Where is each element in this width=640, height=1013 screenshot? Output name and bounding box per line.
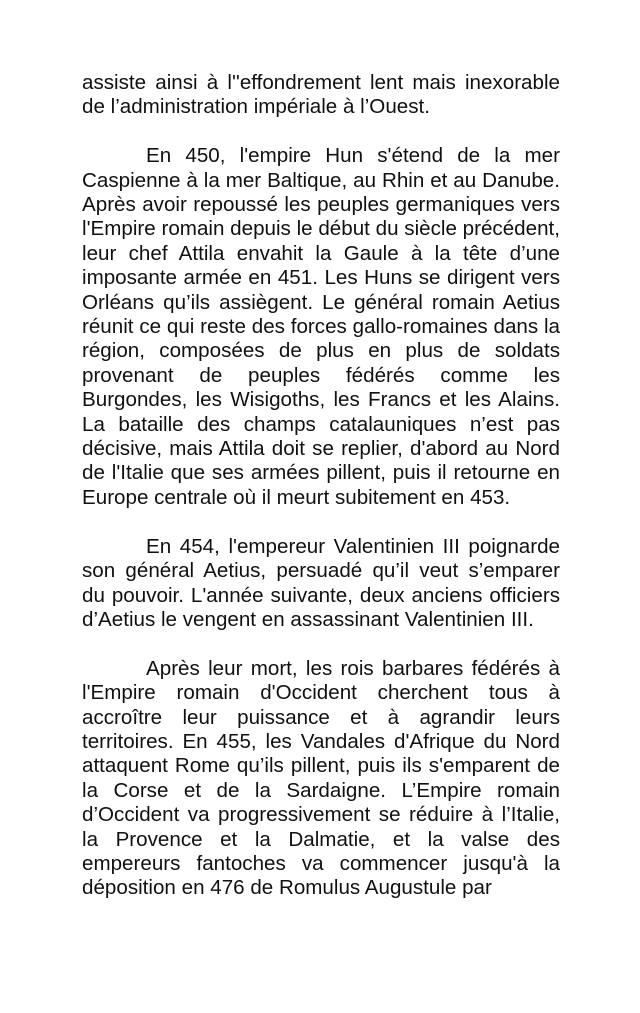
paragraph-1: assiste ainsi à l''effondrement lent mais inexorable de l’administration impériale à l’Ouest. [82, 71, 560, 119]
paragraph-2: En 450, l'empire Hun s'étend de la mer Caspienne à la mer Baltique, au Rhin et au Danube. Après avoir repoussé les peuples germaniques vers l'Empire romain depuis le début du siècle précédent, leur chef Attila envahit la Gaule à la tête d’une imposante armée en 451. Les Huns se dirigent vers Orléans qu’ils assiègent. Le général romain Aetius réunit ce qui reste des forces gallo-romaines dans la région, composées de plus en plus de soldats provenant de peuples fédérés comme les Burgondes, les Wisigoths, les Francs et les Alains. La bataille des champs catalauniques n’est pas décisive, mais Attila doit se replier, d'abord au Nord de l'Italie que ses armées pillent, puis il retourne en Europe centrale où il meurt subitement en 453. [82, 144, 560, 509]
paragraph-3: En 454, l'empereur Valentinien III poignarde son général Aetius, persuadé qu’il veut s’emparer du pouvoir. L'année suivante, deux anciens officiers d’Aetius le vengent en assassinant Valentinien III. [82, 534, 560, 631]
paragraph-4: Après leur mort, les rois barbares fédérés à l'Empire romain d'Occident cherchent tous à accroître leur puissance et à agrandir leurs territoires. En 455, les Vandales d'Afrique du Nord attaquent Rome qu’ils pillent, puis ils s'emparent de la Corse et de la Sardaigne. L’Empire romain d’Occident va progressivement se réduire à l’Italie, la Provence et la Dalmatie, et la valse des empereurs fantoches va commencer jusqu'à la déposition en 476 de Romulus Augustule par [82, 656, 560, 900]
document-page [82, 71, 560, 925]
